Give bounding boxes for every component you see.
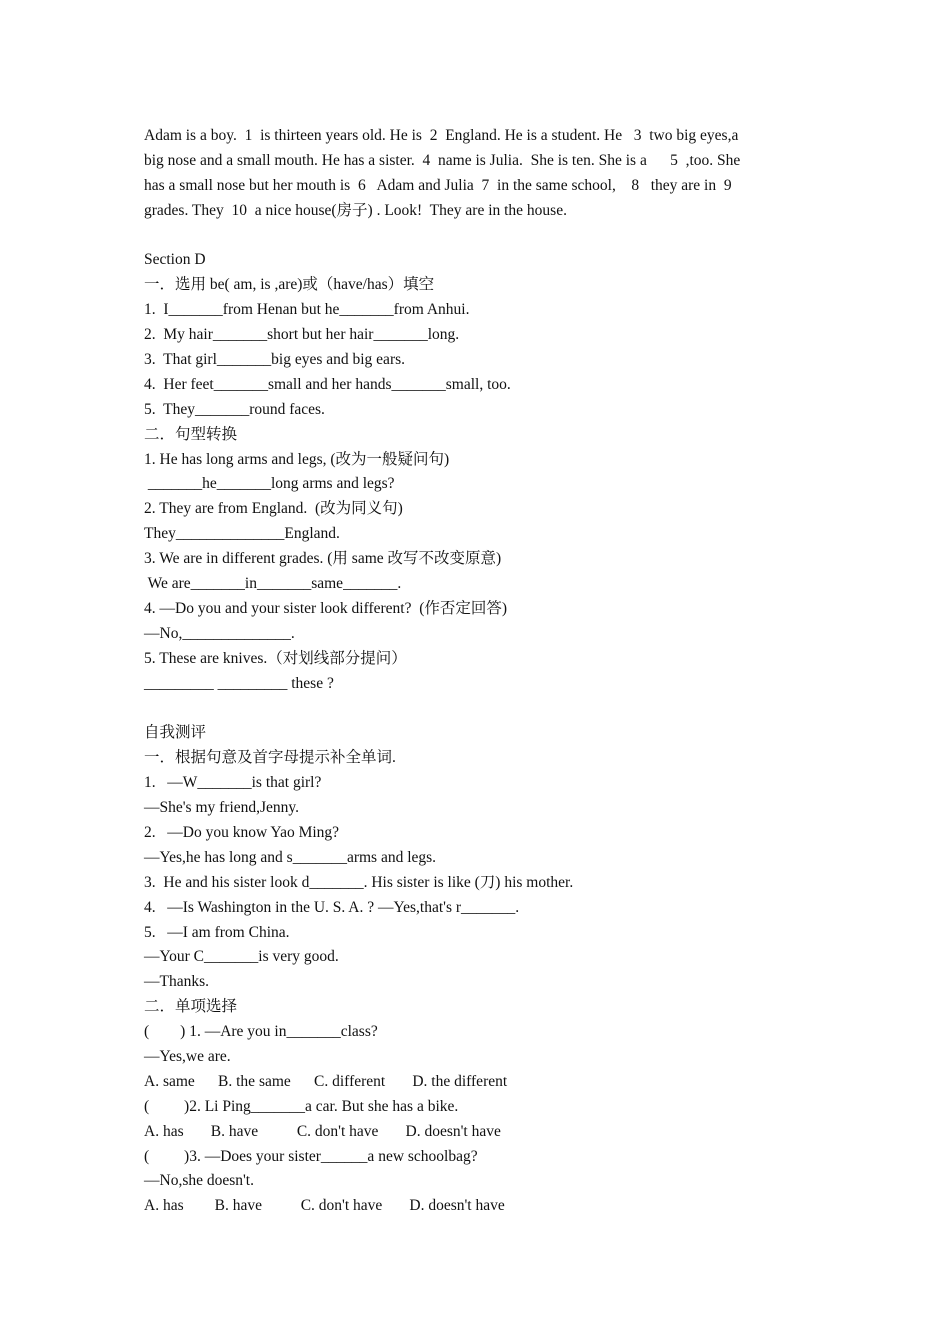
exercise-item: 5. These are knives.（对划线部分提问） [144,649,407,667]
section-d-title: Section D [144,251,206,269]
exercise-item: 2. They are from England. (改为同义句) [144,500,403,518]
question-stem: ( ) 1. —Are you in_______class? [144,1023,378,1041]
section-d-part1-heading: 一．选用 be( am, is ,are)或（have/has）填空 [144,276,435,294]
exercise-item: —Thanks. [144,973,210,991]
exercise-item: 1. —W_______is that girl? [144,774,322,792]
question-options: A. has B. have C. don't have D. doesn't have [144,1197,505,1215]
passage-line: has a small nose but her mouth is 6 Adam and Julia 7 in the same school, 8 they are in 9 [144,176,732,194]
question-answer-line: —Yes,we are. [144,1047,231,1065]
section-d-part2-heading: 二．句型转换 [144,425,238,443]
exercise-item: 3. That girl_______big eyes and big ears. [144,351,406,369]
self-test-part1-heading: 一．根据句意及首字母提示补全单词. [144,749,396,767]
question-stem: ( )2. Li Ping_______a car. But she has a bike. [144,1097,459,1115]
exercise-item: —Your C_______is very good. [144,948,339,966]
question-stem: ( )3. —Does your sister______a new schoolbag? [144,1147,478,1165]
passage-line: grades. They 10 a nice house(房子) . Look! They are in the house. [144,201,567,219]
exercise-item: _________ _________ these ? [144,674,334,692]
exercise-item: 1. I_______from Henan but he_______from Anhui. [144,301,470,319]
document-page [144,124,806,1219]
self-test-part2-heading: 二．单项选择 [144,998,238,1016]
exercise-item: 2. —Do you know Yao Ming? [144,823,340,841]
exercise-item: We are_______in_______same_______. [144,575,402,593]
exercise-item: 3. We are in different grades. (用 same 改写不改变原意) [144,550,502,568]
passage-line: Adam is a boy. 1 is thirteen years old. He is 2 England. He is a student. He 3 two big eyes,a [144,127,739,144]
question-options: A. same B. the same C. different D. the different [144,1072,508,1090]
spacer [144,696,806,721]
exercise-item: 5. They_______round faces. [144,400,325,418]
exercise-item: 5. —I am from China. [144,923,290,941]
self-test-title: 自我测评 [144,724,207,742]
exercise-item: 3. He and his sister look d_______. His sister is like (刀) his mother. [144,873,574,891]
exercise-item: 2. My hair_______short but her hair_______long. [144,326,460,344]
passage-line: big nose and a small mouth. He has a sister. 4 name is Julia. She is ten. She is a 5 ,too. She [144,151,741,169]
exercise-item: —She's my friend,Jenny. [144,799,300,817]
exercise-item: _______he_______long arms and legs? [144,475,395,493]
question-options: A. has B. have C. don't have D. doesn't have [144,1122,501,1140]
exercise-item: They______________England. [144,525,340,543]
question-answer-line: —No,she doesn't. [144,1172,254,1190]
passage [144,124,806,224]
exercise-item: 4. —Do you and your sister look different? (作否定回答) [144,599,508,617]
exercise-item: 1. He has long arms and legs, (改为一般疑问句) [144,450,450,468]
exercise-item: 4. Her feet_______small and her hands_______small, too. [144,375,511,393]
exercise-item: —Yes,he has long and s_______arms and legs. [144,848,437,866]
section-d [144,248,806,696]
exercise-item: —No,______________. [144,624,295,642]
spacer [144,224,806,249]
self-test [144,721,806,1219]
exercise-item: 4. —Is Washington in the U. S. A. ? —Yes,that's r_______. [144,898,520,916]
